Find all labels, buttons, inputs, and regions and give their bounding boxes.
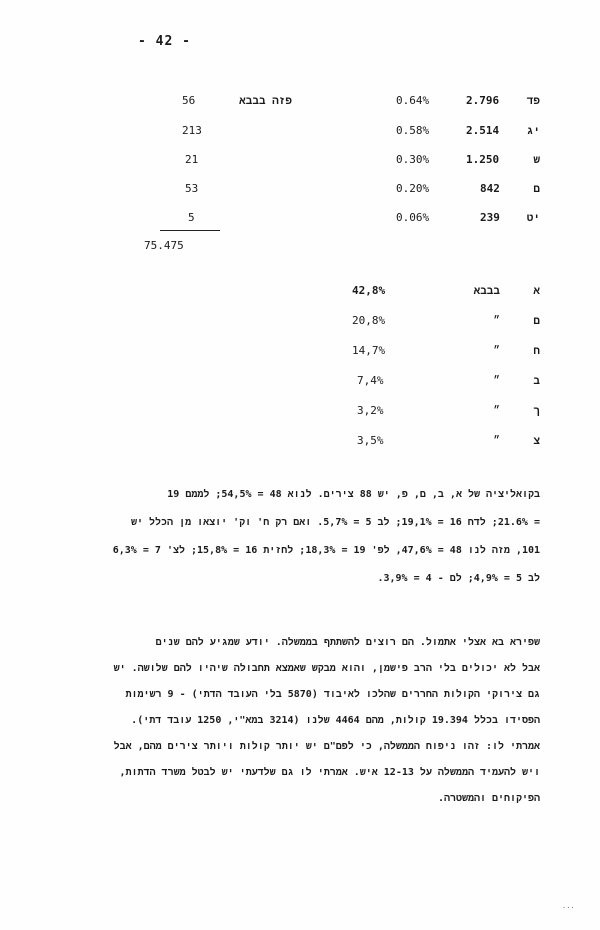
t1-total: 75.475 bbox=[144, 239, 184, 252]
t1-row-seats: 213 bbox=[182, 124, 202, 137]
scan-mark: ... bbox=[562, 902, 575, 910]
t2-row-letter: ב bbox=[533, 374, 540, 387]
shapira-paragraph bbox=[70, 636, 540, 836]
text-line: הפיקוחים והמשטרה. bbox=[437, 793, 540, 804]
t2-row-pct: 20,8% bbox=[352, 314, 386, 327]
t1-row-letter: פד bbox=[526, 94, 540, 107]
t2-row-label: ״ bbox=[493, 314, 500, 327]
sum-underline bbox=[160, 230, 220, 231]
t1-row-count: 842 bbox=[480, 182, 500, 195]
t2-row-pct: 42,8% bbox=[352, 284, 386, 297]
text-line: אמרתי לו: זהו ניפוח הממשלה, כי לפם"ם יש יותר קולות ויותר צירים מהם, אבל bbox=[113, 741, 540, 752]
t1-row-pct: 0.64% bbox=[396, 94, 430, 107]
t1-row-count: 239 bbox=[480, 211, 500, 224]
t2-row-label: ״ bbox=[493, 404, 500, 417]
t2-row-pct: 14,7% bbox=[352, 344, 386, 357]
t1-row-count: 2.514 bbox=[466, 124, 500, 137]
t1-row-pct: 0.58% bbox=[396, 124, 430, 137]
t1-row-count: 1.250 bbox=[466, 153, 500, 166]
t1-row-pct: 0.20% bbox=[396, 182, 430, 195]
t1-row-letter: ש bbox=[533, 153, 540, 166]
t2-row-letter: ם bbox=[533, 314, 540, 327]
t1-row-seats: 21 bbox=[185, 153, 199, 166]
t1-row-letter: יט bbox=[526, 211, 540, 224]
text-line: אבל לא יכולים בלי הרב פישמן, והוא מבקש שאמצא תחבולה שיהיו להם שלושה. יש bbox=[113, 663, 540, 674]
coalition-paragraph bbox=[70, 488, 540, 608]
t1-row-seats: 56 bbox=[182, 94, 196, 107]
t1-row-letter: ם bbox=[533, 182, 540, 195]
t1-row-seats: 53 bbox=[185, 182, 199, 195]
t2-row-label: ״ bbox=[493, 374, 500, 387]
t1-row-letter: יג bbox=[526, 124, 540, 137]
t2-row-letter: ך bbox=[533, 404, 540, 417]
text-line: הפסידו בכלל 19.394 קולות, מהם 4464 שלנו (3214 במא"י, 1250 עובד דתי). bbox=[131, 715, 540, 726]
t1-row-pct: 0.30% bbox=[396, 153, 430, 166]
text-line: שפירא בא אצלי אתמול. הם רוצים להשתתף בממשלה. יודע שמגיע להם שנים bbox=[155, 637, 540, 648]
t2-row-letter: א bbox=[533, 284, 540, 297]
t2-row-pct: 7,4% bbox=[357, 374, 384, 387]
t2-row-pct: 3,2% bbox=[357, 404, 384, 417]
t1-row-count: 2.796 bbox=[466, 94, 500, 107]
t1-row-pct: 0.06% bbox=[396, 211, 430, 224]
text-line: בקואליציה של א, ב, ם, פ, יש 88 צירים. לנוא 48 = 54,5%; לממם 19 bbox=[167, 489, 540, 500]
text-line: גם צירוקי הקולות החררים שהלכו לאיבוד (5870 בלי העובד הדתי) - 9 רשימות bbox=[125, 689, 540, 700]
text-line: 101, מזה לנו 48 = 47,6%, לפ' 19 = 18,3%; לחזית 16 = 15,8%; לצ' 7 = 6,3% bbox=[112, 545, 540, 556]
t2-row-pct: 3,5% bbox=[357, 434, 384, 447]
t1-row-note: פזה בבבא bbox=[239, 94, 292, 107]
t2-row-label: ״ bbox=[493, 344, 500, 357]
t2-row-label: ״ bbox=[493, 434, 500, 447]
text-line: לב 5 = 4,9%; לם - 4 = 3,9%. bbox=[377, 573, 540, 584]
t2-row-label: בבבא bbox=[473, 284, 500, 297]
text-line: ויש להעמיד הממשלה על 12-13 איש. אמרתי לו גם שלדעתי יש לבטל משרד הדתות, bbox=[119, 767, 540, 778]
t2-row-letter: צ bbox=[533, 434, 540, 447]
page-number: - 42 - bbox=[138, 34, 191, 49]
t2-row-letter: ח bbox=[533, 344, 540, 357]
t1-row-seats: 5 bbox=[188, 211, 195, 224]
text-line: = 21.6%; לדח 16 = 19,1%; לב 5 = 5,7%. ואם רק ח' וק' יוצאו מן הכלל יש bbox=[131, 517, 540, 528]
